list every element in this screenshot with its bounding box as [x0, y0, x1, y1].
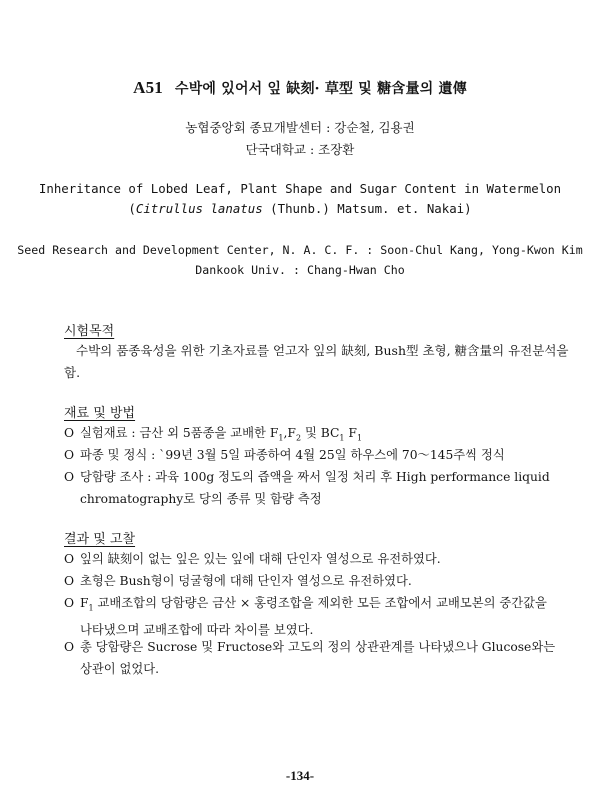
methods-item-1: O 실험재료 : 금산 외 5품종을 교배한 $F_1,F_2$ 및 $BC_1$ $F_1$: [64, 422, 584, 449]
english-title-line-2: (Citrullus lanatus (Thunb.) Matsum. et. Nakai): [128, 201, 472, 216]
results-item-2: O 초형은 Bush형이 덩굴형에 대해 단인자 열성으로 유전하였다.: [64, 570, 584, 592]
methods-heading: 재료 및 방법: [64, 406, 136, 421]
species-name: Citrullus lanatus: [135, 201, 263, 216]
bullet: O: [64, 426, 75, 440]
results-item-4: O 총 당함량은 Sucrose 및 Fructose와 고도의 정의 상관관계를 나타냈으나 Glucose와는 상관이 없었다.: [64, 636, 584, 680]
bullet: O: [64, 448, 75, 462]
page-number: -134-: [285, 768, 315, 783]
results-item-3: O $F_1$ 교배조합의 당함량은 금산 × 홍령조합을 제외한 모든 조합에서 교배모본의 중간값을 나타냈으며 교배조합에 따라 차이를 보였다.: [64, 592, 584, 641]
purpose-text: 수박의 품종육성을 위한 기초자료를 얻고자 잎의 缺刻, Bush型 초형, 糖含量의 유전분석을 함.: [64, 343, 569, 380]
english-affiliation-2: Dankook Univ. : Chang-Hwan Cho: [195, 263, 405, 277]
methods-item-2: O 파종 및 정식 : `99년 3월 5일 파종하여 4월 25일 하우스에 70～145주씩 정식: [64, 444, 584, 466]
korean-affiliation-2: 단국대학교 : 조장환: [245, 142, 355, 157]
title-text: 수박에 있어서 잎 缺刻· 草型 및 糖含量의 遺傳: [174, 81, 467, 97]
results-heading: 결과 및 고찰: [64, 532, 136, 547]
paper-title: [0, 78, 600, 98]
purpose-heading: 시험목적: [64, 324, 115, 339]
methods-item-3: O 당함량 조사 : 과육 100g 정도의 즙액을 짜서 일정 처리 후 High performance liquid chromatography로 당의 종류 및 함량 측정: [64, 466, 584, 510]
species-authority: (Thunb.) Matsum. et. Nakai): [262, 201, 472, 216]
english-title-line-1: Inheritance of Lobed Leaf, Plant Shape and Sugar Content in Watermelon: [38, 181, 562, 196]
korean-affiliation-1: 농협중앙회 종묘개발센터 : 강순철, 김용권: [185, 120, 415, 135]
bullet: O: [64, 552, 75, 566]
bullet: O: [64, 470, 75, 484]
results-item-1: O 잎의 缺刻이 없는 잎은 있는 잎에 대해 단인자 열성으로 유전하였다.: [64, 548, 584, 570]
bullet: O: [64, 574, 75, 588]
bullet: O: [64, 640, 75, 654]
english-affiliation-1: Seed Research and Development Center, N. A. C. F. : Soon-Chul Kang, Yong-Kwon Kim: [17, 243, 583, 257]
bullet: O: [64, 596, 75, 610]
abstract-code: A51: [133, 78, 163, 97]
